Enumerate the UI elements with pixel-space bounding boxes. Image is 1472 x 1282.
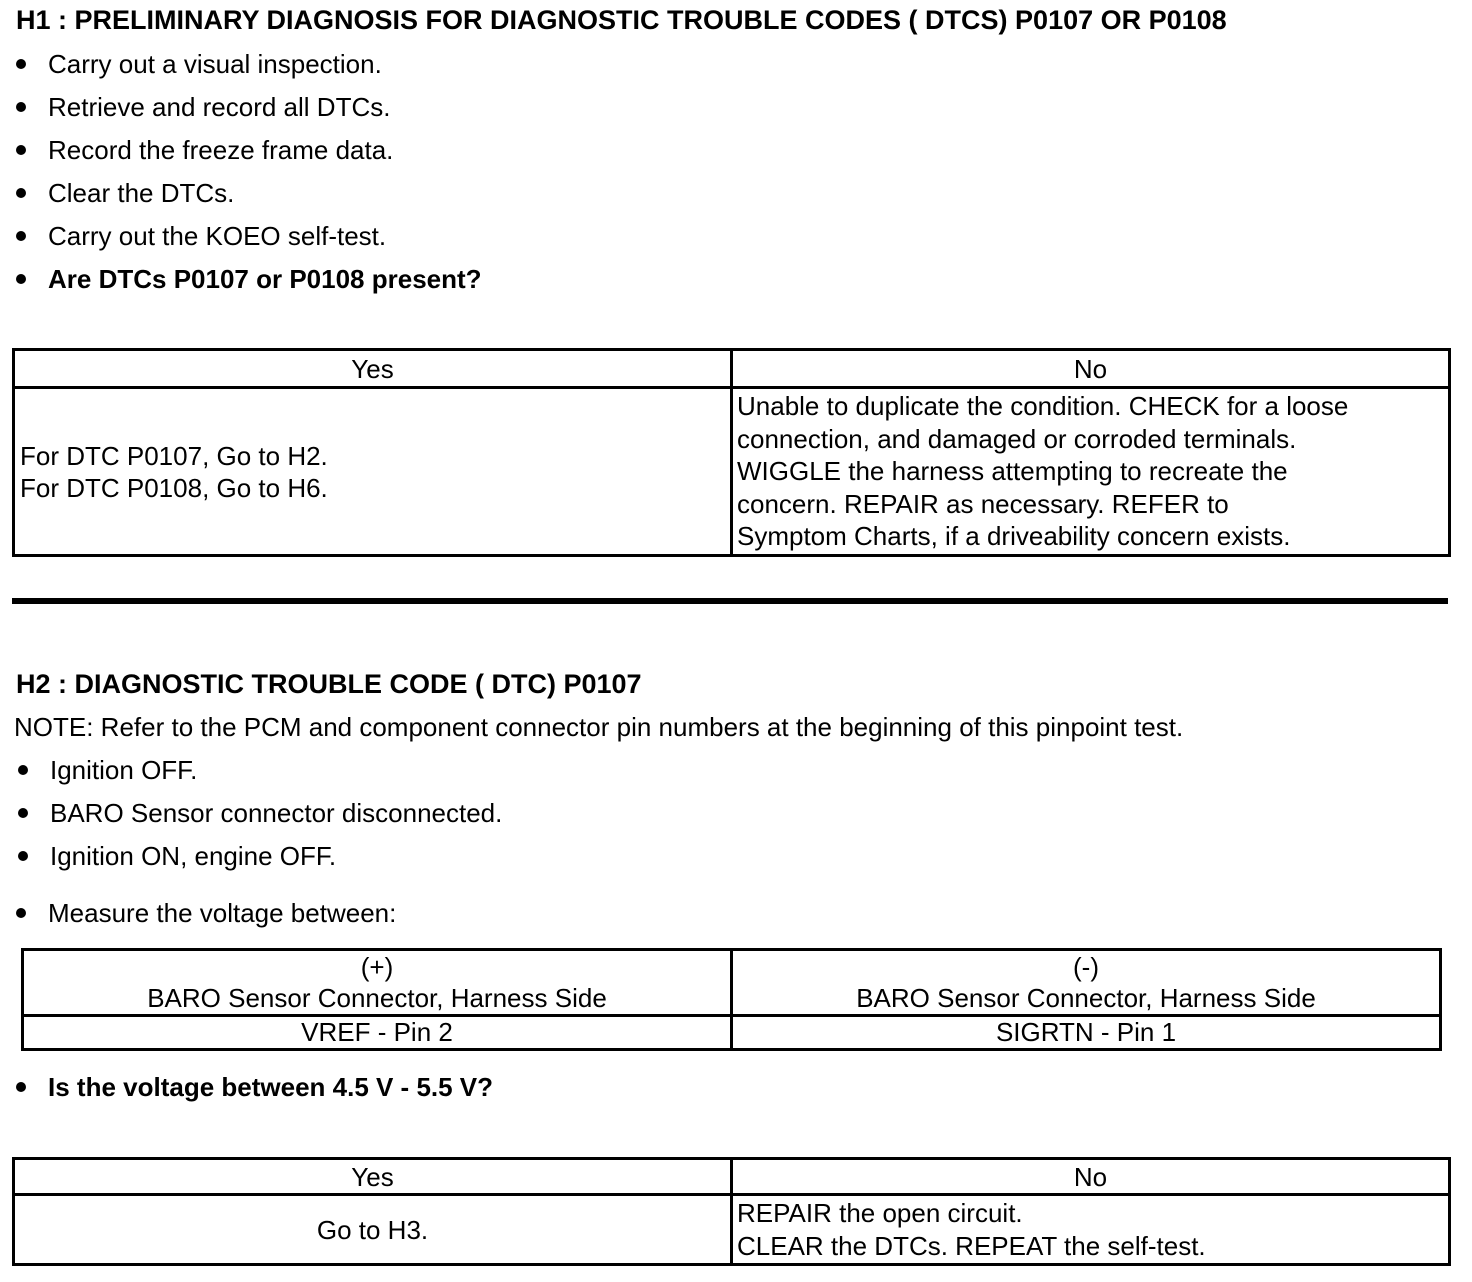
h2-question: Is the voltage between 4.5 V - 5.5 V? — [48, 1072, 494, 1102]
bullet-icon — [18, 765, 28, 775]
no-cell — [732, 388, 1450, 556]
table-header-row — [14, 1159, 1450, 1195]
step-text: Clear the DTCs. — [48, 178, 235, 208]
table-row — [14, 1195, 1450, 1265]
table-row — [23, 1016, 1441, 1050]
bullet-icon — [16, 145, 26, 155]
step-text: Ignition ON, engine OFF. — [50, 841, 337, 871]
h2-result-table — [12, 1157, 1451, 1266]
h1-title: H1 : PRELIMINARY DIAGNOSIS FOR DIAGNOSTIC TROUBLE CODES ( DTCS) P0107 OR P0108 — [16, 5, 1227, 35]
minus-pin: SIGRTN - Pin 1 — [732, 1016, 1441, 1050]
h1-question: Are DTCs P0107 or P0108 present? — [48, 264, 482, 294]
yes-line: For DTC P0107, Go to H2. — [20, 440, 328, 471]
no-line: concern. REPAIR as necessary. REFER to — [737, 488, 1229, 519]
bullet-icon — [16, 908, 26, 918]
bullet-icon — [16, 59, 26, 69]
bullet-icon — [16, 231, 26, 241]
measure-label: Measure the voltage between: — [48, 898, 397, 928]
table-header-row — [14, 350, 1450, 388]
plus-label: BARO Sensor Connector, Harness Side — [147, 982, 607, 1013]
h1-result-table — [12, 348, 1451, 557]
no-header: No — [732, 1159, 1450, 1195]
step-text: Carry out the KOEO self-test. — [48, 221, 387, 251]
bullet-icon — [16, 188, 26, 198]
minus-label: BARO Sensor Connector, Harness Side — [856, 982, 1316, 1013]
no-line: REPAIR the open circuit. — [737, 1198, 1023, 1228]
h2-title: H2 : DIAGNOSTIC TROUBLE CODE ( DTC) P0107 — [16, 669, 642, 699]
no-header: No — [732, 350, 1450, 388]
minus-header — [732, 950, 1441, 1016]
yes-cell — [14, 388, 732, 556]
step-text: Ignition OFF. — [50, 755, 198, 785]
no-line: Symptom Charts, if a driveability concern exists. — [737, 521, 1291, 552]
step-text: Carry out a visual inspection. — [48, 49, 382, 79]
plus-symbol: (+) — [360, 951, 394, 982]
yes-line: For DTC P0108, Go to H6. — [20, 472, 328, 503]
table-header-row — [23, 950, 1441, 1016]
h2-note: NOTE: Refer to the PCM and component connector pin numbers at the beginning of this pinpoint test. — [14, 712, 1184, 742]
measure-table — [21, 948, 1442, 1051]
step-text: Retrieve and record all DTCs. — [48, 92, 391, 122]
yes-header: Yes — [14, 350, 732, 388]
plus-pin: VREF - Pin 2 — [23, 1016, 732, 1050]
bullet-icon — [18, 851, 28, 861]
table-row — [14, 388, 1450, 556]
bullet-icon — [16, 1082, 26, 1092]
step-text: Record the freeze frame data. — [48, 135, 394, 165]
no-line: CLEAR the DTCs. REPEAT the self-test. — [737, 1230, 1206, 1261]
section-divider — [12, 598, 1448, 604]
bullet-icon — [16, 102, 26, 112]
no-line: Unable to duplicate the condition. CHECK for a loose — [737, 391, 1349, 422]
minus-symbol: (-) — [1073, 951, 1099, 982]
plus-header — [23, 950, 732, 1016]
bullet-icon — [18, 808, 28, 818]
bullet-icon — [16, 274, 26, 284]
yes-cell: Go to H3. — [14, 1195, 732, 1265]
no-line: connection, and damaged or corroded terminals. — [737, 423, 1297, 454]
no-line: WIGGLE the harness attempting to recreate the — [737, 456, 1288, 487]
no-cell — [732, 1195, 1450, 1265]
step-text: BARO Sensor connector disconnected. — [50, 798, 503, 828]
yes-header: Yes — [14, 1159, 732, 1195]
